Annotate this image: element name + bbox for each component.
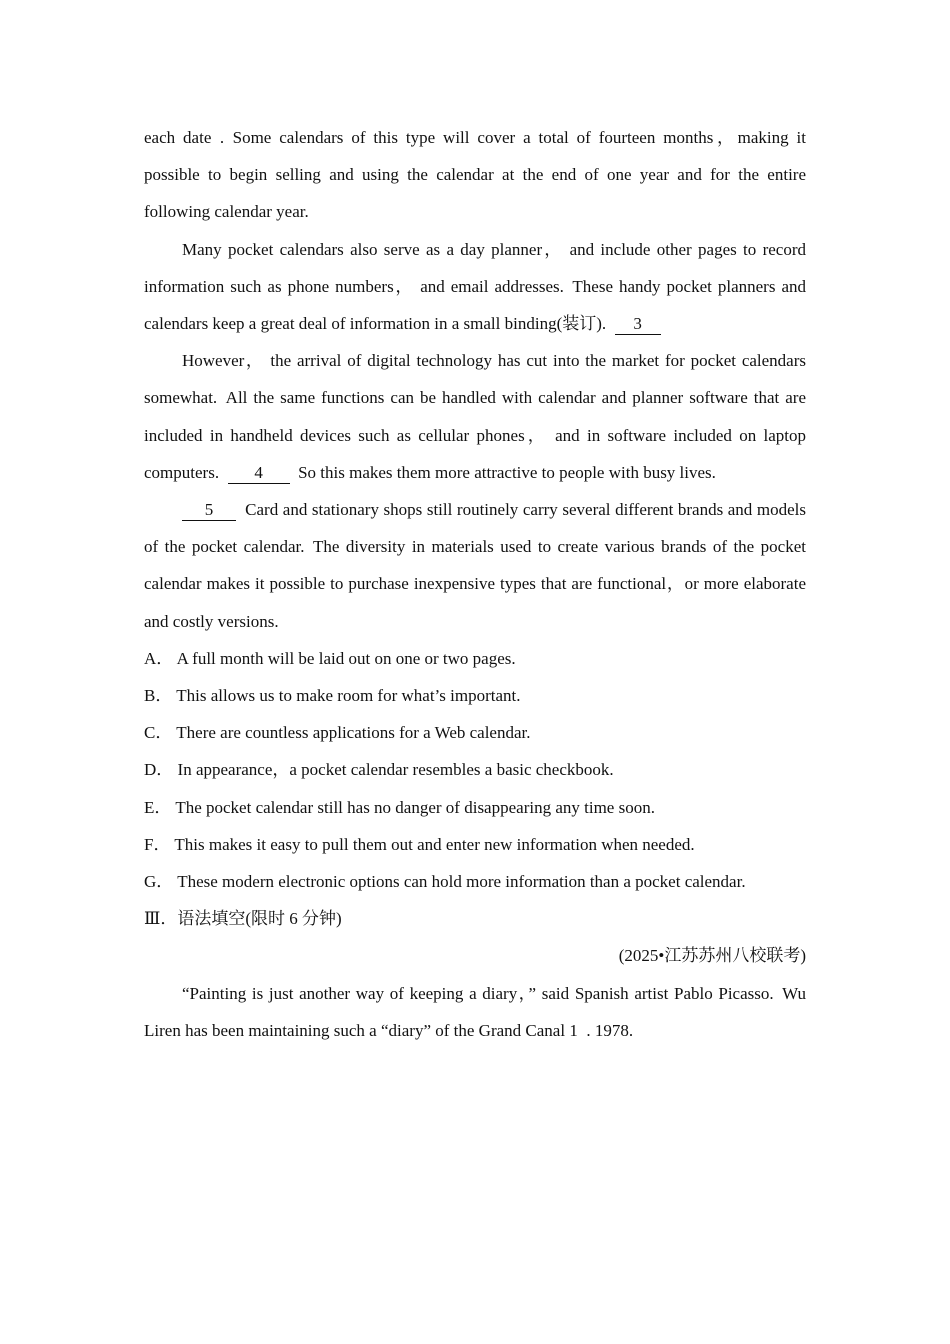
grammar-passage: “Painting is just another way of keeping a diary，” said Spanish artist Pablo Picasso. Wu Liren has been maintaining such a “diary” of the Grand Canal 1 . 1978. (144, 983, 806, 1040)
section-heading: Ⅲ．语法填空(限时 6 分钟) (144, 909, 342, 929)
option-c: C． There are countless applications for a Web calendar. (144, 723, 531, 743)
paragraph-3-text-a: However， the arrival of digital technology has cut into the market for pocket calendars somewhat. All the same functions can be handled with calendar and planner software that are included in handheld devices such as cellular phones， and in software included on laptop computers. (144, 351, 806, 482)
blank-5: 5 (182, 500, 236, 521)
option-b: B． This allows us to make room for what’s important. (144, 686, 521, 706)
option-e: E． The pocket calendar still has no danger of disappearing any time soon. (144, 797, 655, 817)
paragraph-3 (144, 342, 806, 491)
paragraph-4 (144, 491, 806, 640)
option-a: A． A full month will be laid out on one or two pages. (144, 648, 516, 668)
document-page (144, 119, 806, 1049)
paragraph-1: each date . Some calendars of this type will cover a total of fourteen months，making it possible to begin selling and using the calendar at the end of one year and for the entire following calendar year. (144, 128, 806, 222)
paragraph-4-text: Card and stationary shops still routinely carry several different brands and models of the pocket calendar. The diversity in materials used to create various brands of the pocket calendar makes it possible to purchase inexpensive types that are functional，or more elaborate and costly versions. (144, 500, 806, 631)
blank-3: 3 (615, 314, 661, 335)
paragraph-2 (144, 231, 806, 343)
paragraph-2-text: Many pocket calendars also serve as a day planner， and include other pages to record information such as phone numbers， and email addresses. These handy pocket planners and calendars keep a great deal of information in a small binding(装订). (144, 239, 806, 334)
paragraph-3-text-b: So this makes them more attractive to people with busy lives. (298, 462, 716, 482)
option-d: D． In appearance，a pocket calendar resembles a basic checkbook. (144, 760, 614, 780)
option-g: G． These modern electronic options can hold more information than a pocket calendar. (144, 872, 746, 892)
option-f: F． This makes it easy to pull them out and enter new information when needed. (144, 834, 695, 854)
source-note: (2025•江苏苏州八校联考) (618, 946, 806, 966)
blank-4: 4 (228, 463, 290, 484)
